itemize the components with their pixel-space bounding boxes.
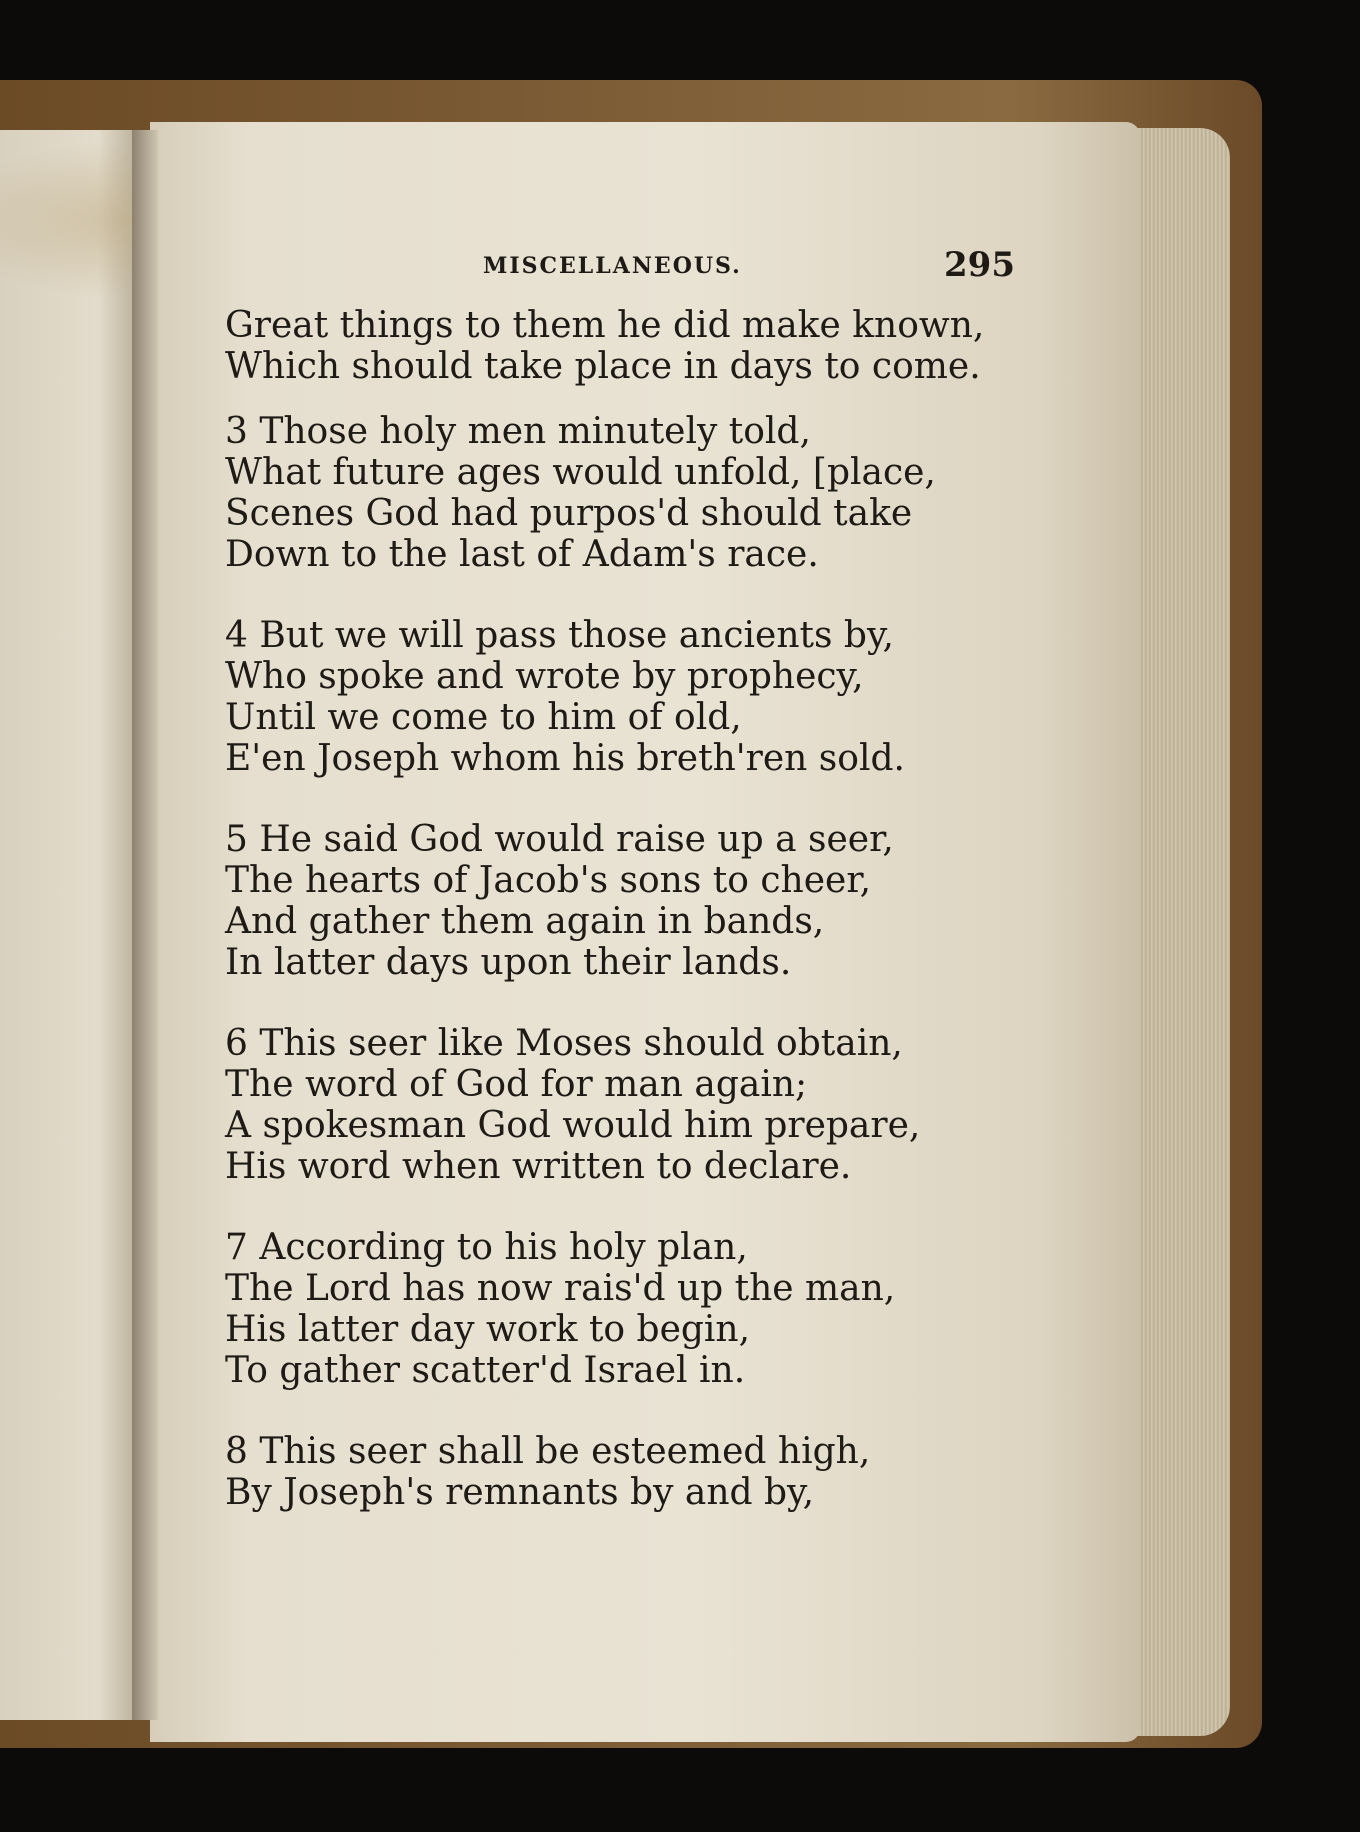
verse-line: His word when written to declare.	[225, 1146, 852, 1187]
verse-line: E'en Joseph whom his breth'ren sold.	[225, 738, 905, 779]
intro-lines	[225, 305, 1015, 387]
verse-line: A spokesman God would him prepare,	[225, 1105, 921, 1146]
verse-line: Great things to them he did make known,	[225, 305, 985, 346]
verse-line: Down to the last of Adam's race.	[225, 534, 819, 575]
verse-line: 8 This seer shall be esteemed high,	[225, 1431, 871, 1472]
verse-line: Until we come to him of old,	[225, 697, 742, 738]
verse-line: 5 He said God would raise up a seer,	[225, 819, 894, 860]
stanza-3	[225, 411, 1015, 575]
verse-line: The word of God for man again;	[225, 1064, 808, 1105]
verse-line: In latter days upon their lands.	[225, 942, 792, 983]
page-header	[225, 245, 1015, 305]
left-page	[0, 130, 140, 1720]
verse-line: Who spoke and wrote by prophecy,	[225, 656, 864, 697]
verse-line: And gather them again in bands,	[225, 901, 825, 942]
running-head: MISCELLANEOUS.	[483, 253, 742, 279]
verse-line: His latter day work to begin,	[225, 1309, 751, 1350]
verse-line: Scenes God had purpos'd should take	[225, 493, 913, 534]
page-content	[225, 245, 1015, 1553]
verse-line: 3 Those holy men minutely told,	[225, 411, 811, 452]
verse-line: 6 This seer like Moses should obtain,	[225, 1023, 903, 1064]
verse-line: 4 But we will pass those ancients by,	[225, 615, 894, 656]
page-number: 295	[944, 245, 1015, 285]
stanza-6	[225, 1023, 1015, 1187]
verse-line: Which should take place in days to come.	[225, 346, 981, 387]
stanza-5	[225, 819, 1015, 983]
verse-line: 7 According to his holy plan,	[225, 1227, 748, 1268]
stanza-8	[225, 1431, 1015, 1513]
verse-line: To gather scatter'd Israel in.	[225, 1350, 746, 1391]
book-gutter	[132, 130, 158, 1720]
stanza-4	[225, 615, 1015, 779]
verse-line: By Joseph's remnants by and by,	[225, 1472, 815, 1513]
verse-line: What future ages would unfold, [place,	[225, 452, 936, 493]
verse-line: The Lord has now rais'd up the man,	[225, 1268, 896, 1309]
stanza-7	[225, 1227, 1015, 1391]
verse-line: The hearts of Jacob's sons to cheer,	[225, 860, 872, 901]
